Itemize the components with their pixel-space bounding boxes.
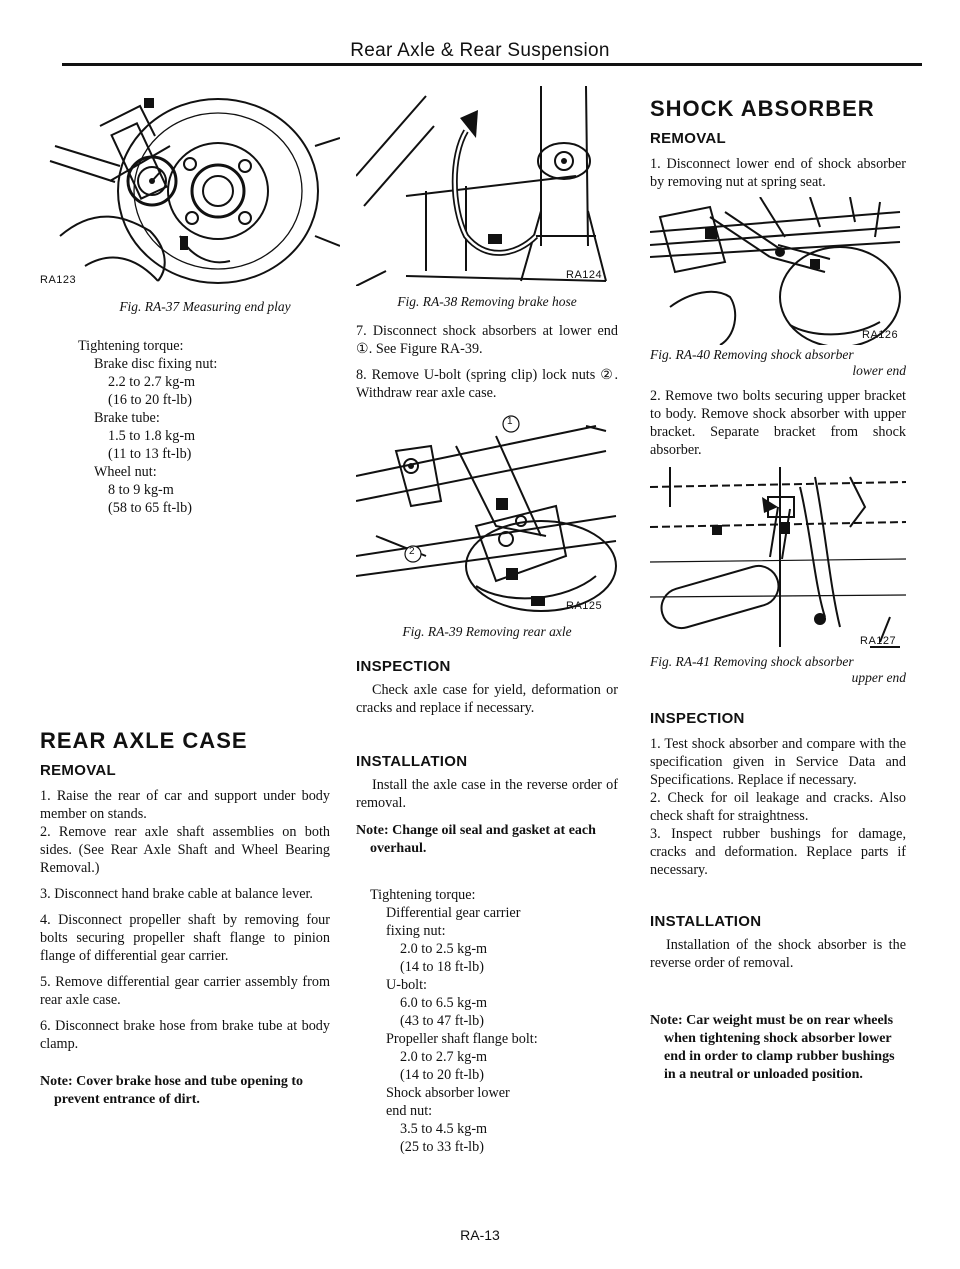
caption-text: Removing brake hose (460, 294, 577, 309)
figure-ra41 (650, 467, 906, 652)
torque-item: Differential gear carrier (386, 905, 521, 921)
caption-text: Removing rear axle (465, 624, 572, 639)
figure-caption (40, 299, 340, 315)
installation-text: Install the axle case in the reverse order of removal. (356, 777, 618, 811)
torque-imperial: (43 to 47 ft-lb) (400, 1013, 484, 1029)
note: Note: Car weight must be on rear wheels when tightening shock absorber lower end in order to clamp rubber bushings in a neutral or unloaded position. (650, 1013, 895, 1082)
step-text: 4. Disconnect propeller shaft by removing four bolts securing propeller shaft flange to pinion flange of differential gear carrier. (40, 912, 330, 964)
callout-2: 2 (409, 546, 416, 557)
installation-title: INSTALLATION (356, 753, 468, 770)
callout-1: 1 (507, 416, 514, 427)
torque-metric: 3.5 to 4.5 kg-m (400, 1121, 488, 1137)
caption-prefix: Fig. RA-39 (402, 624, 463, 639)
figure-code: RA124 (566, 269, 603, 281)
figure-ra40 (650, 197, 906, 345)
figure-ra37 (40, 86, 340, 291)
page-header: Rear Axle & Rear Suspension (350, 40, 610, 61)
step-text: 2. Remove two bolts securing upper bracket to body. Remove shock absorber with upper bracket. Separate bracket from shock absorber. (650, 388, 906, 458)
step-text: 2. Check for oil leakage and cracks. Also check shaft for straightness. (650, 790, 906, 824)
figure-code: RA125 (566, 600, 603, 612)
section-title: SHOCK ABSORBER (650, 96, 875, 121)
figure-caption (356, 624, 618, 640)
figure-code: RA127 (860, 635, 897, 647)
torque-title: Tightening torque: (370, 887, 476, 903)
figure-ra39 (356, 406, 618, 616)
torque-imperial: (11 to 13 ft-lb) (108, 446, 192, 462)
torque-metric: 2.2 to 2.7 kg-m (108, 374, 196, 390)
torque-item: end nut: (386, 1103, 433, 1119)
torque-item: Propeller shaft flange bolt: (386, 1031, 538, 1047)
removal-title: REMOVAL (650, 130, 726, 147)
torque-item: Shock absorber lower (386, 1085, 510, 1101)
torque-item: Brake tube: (94, 410, 160, 426)
step-text: 1. Disconnect lower end of shock absorber by removing nut at spring seat. (650, 156, 906, 190)
step-text: 3. Disconnect hand brake cable at balance lever. (40, 886, 313, 902)
caption-text: Measuring end play (182, 299, 291, 314)
page-number: RA-13 (460, 1227, 500, 1243)
header-rule (62, 63, 922, 66)
installation-text: Installation of the shock absorber is the reverse order of removal. (650, 937, 906, 971)
step-text: 6. Disconnect brake hose from brake tube at body clamp. (40, 1018, 330, 1052)
torque-imperial: (25 to 33 ft-lb) (400, 1139, 484, 1155)
torque-metric: 1.5 to 1.8 kg-m (108, 428, 196, 444)
right-column (650, 96, 906, 1084)
inspection-title: INSPECTION (650, 710, 745, 727)
end-play-illustration (40, 86, 340, 291)
installation-title: INSTALLATION (650, 913, 762, 930)
torque-metric: 8 to 9 kg-m (108, 482, 174, 498)
step-text: 5. Remove differential gear carrier assembly from rear axle case. (40, 974, 330, 1008)
torque-metric: 2.0 to 2.7 kg-m (400, 1049, 488, 1065)
shock-lower-end-illustration (650, 197, 906, 345)
shock-upper-end-illustration (650, 467, 906, 652)
section-title: REAR AXLE CASE (40, 728, 248, 753)
step-text: 1. Raise the rear of car and support under body member on stands. (40, 788, 330, 822)
step-text: 2. Remove rear axle shaft assemblies on both sides. (See Rear Axle Shaft and Wheel Bearing Removal.) (40, 824, 330, 876)
inspection-text: Check axle case for yield, deformation or cracks and replace if necessary. (356, 682, 618, 716)
torque-metric: 6.0 to 6.5 kg-m (400, 995, 488, 1011)
caption-text: Removing shock absorber (713, 347, 854, 362)
note: Note: Change oil seal and gasket at each overhaul. (356, 823, 596, 856)
figure-code: RA123 (40, 274, 77, 286)
torque-imperial: (14 to 18 ft-lb) (400, 959, 484, 975)
torque-item: Brake disc fixing nut: (94, 356, 218, 372)
torque-imperial: (16 to 20 ft-lb) (108, 392, 192, 408)
torque-title: Tightening torque: (78, 338, 184, 354)
figure-caption (650, 347, 906, 379)
step-text: 3. Inspect rubber bushings for damage, cracks and deformation. Replace parts if necessary. (650, 826, 906, 878)
figure-ra38 (356, 86, 618, 286)
torque-item: Wheel nut: (94, 464, 157, 480)
left-column (40, 86, 340, 517)
caption-text: upper end (851, 670, 906, 685)
torque-item: U-bolt: (386, 977, 427, 993)
figure-code: RA126 (862, 329, 899, 341)
rear-axle-illustration (356, 406, 618, 616)
subsection-title: REMOVAL (40, 762, 116, 779)
torque-spec-block (356, 886, 618, 1156)
brake-hose-illustration (356, 86, 618, 286)
caption-prefix: Fig. RA-38 (397, 294, 458, 309)
caption-prefix: Fig. RA-40 (650, 347, 710, 362)
inspection-title: INSPECTION (356, 658, 451, 675)
step-text: 8. Remove U-bolt (spring clip) lock nuts ②. Withdraw rear axle case. (356, 367, 618, 401)
torque-metric: 2.0 to 2.5 kg-m (400, 941, 488, 957)
figure-caption (650, 654, 906, 686)
torque-spec-block (40, 337, 340, 517)
caption-text: lower end (852, 363, 906, 378)
caption-prefix: Fig. RA-37 (119, 299, 180, 314)
caption-text: Removing shock absorber (713, 654, 854, 669)
torque-item: fixing nut: (386, 923, 446, 939)
note: Note: Cover brake hose and tube opening to prevent entrance of dirt. (40, 1074, 304, 1107)
torque-imperial: (14 to 20 ft-lb) (400, 1067, 484, 1083)
step-text: 7. Disconnect shock absorbers at lower end ①. See Figure RA-39. (356, 323, 618, 357)
torque-imperial: (58 to 65 ft-lb) (108, 500, 192, 516)
caption-prefix: Fig. RA-41 (650, 654, 710, 669)
figure-caption (356, 294, 618, 310)
rear-axle-case-section (40, 728, 330, 1109)
middle-column (356, 86, 618, 1156)
step-text: 1. Test shock absorber and compare with the specification given in Service Data and Specifications. Replace if necessary. (650, 736, 906, 788)
